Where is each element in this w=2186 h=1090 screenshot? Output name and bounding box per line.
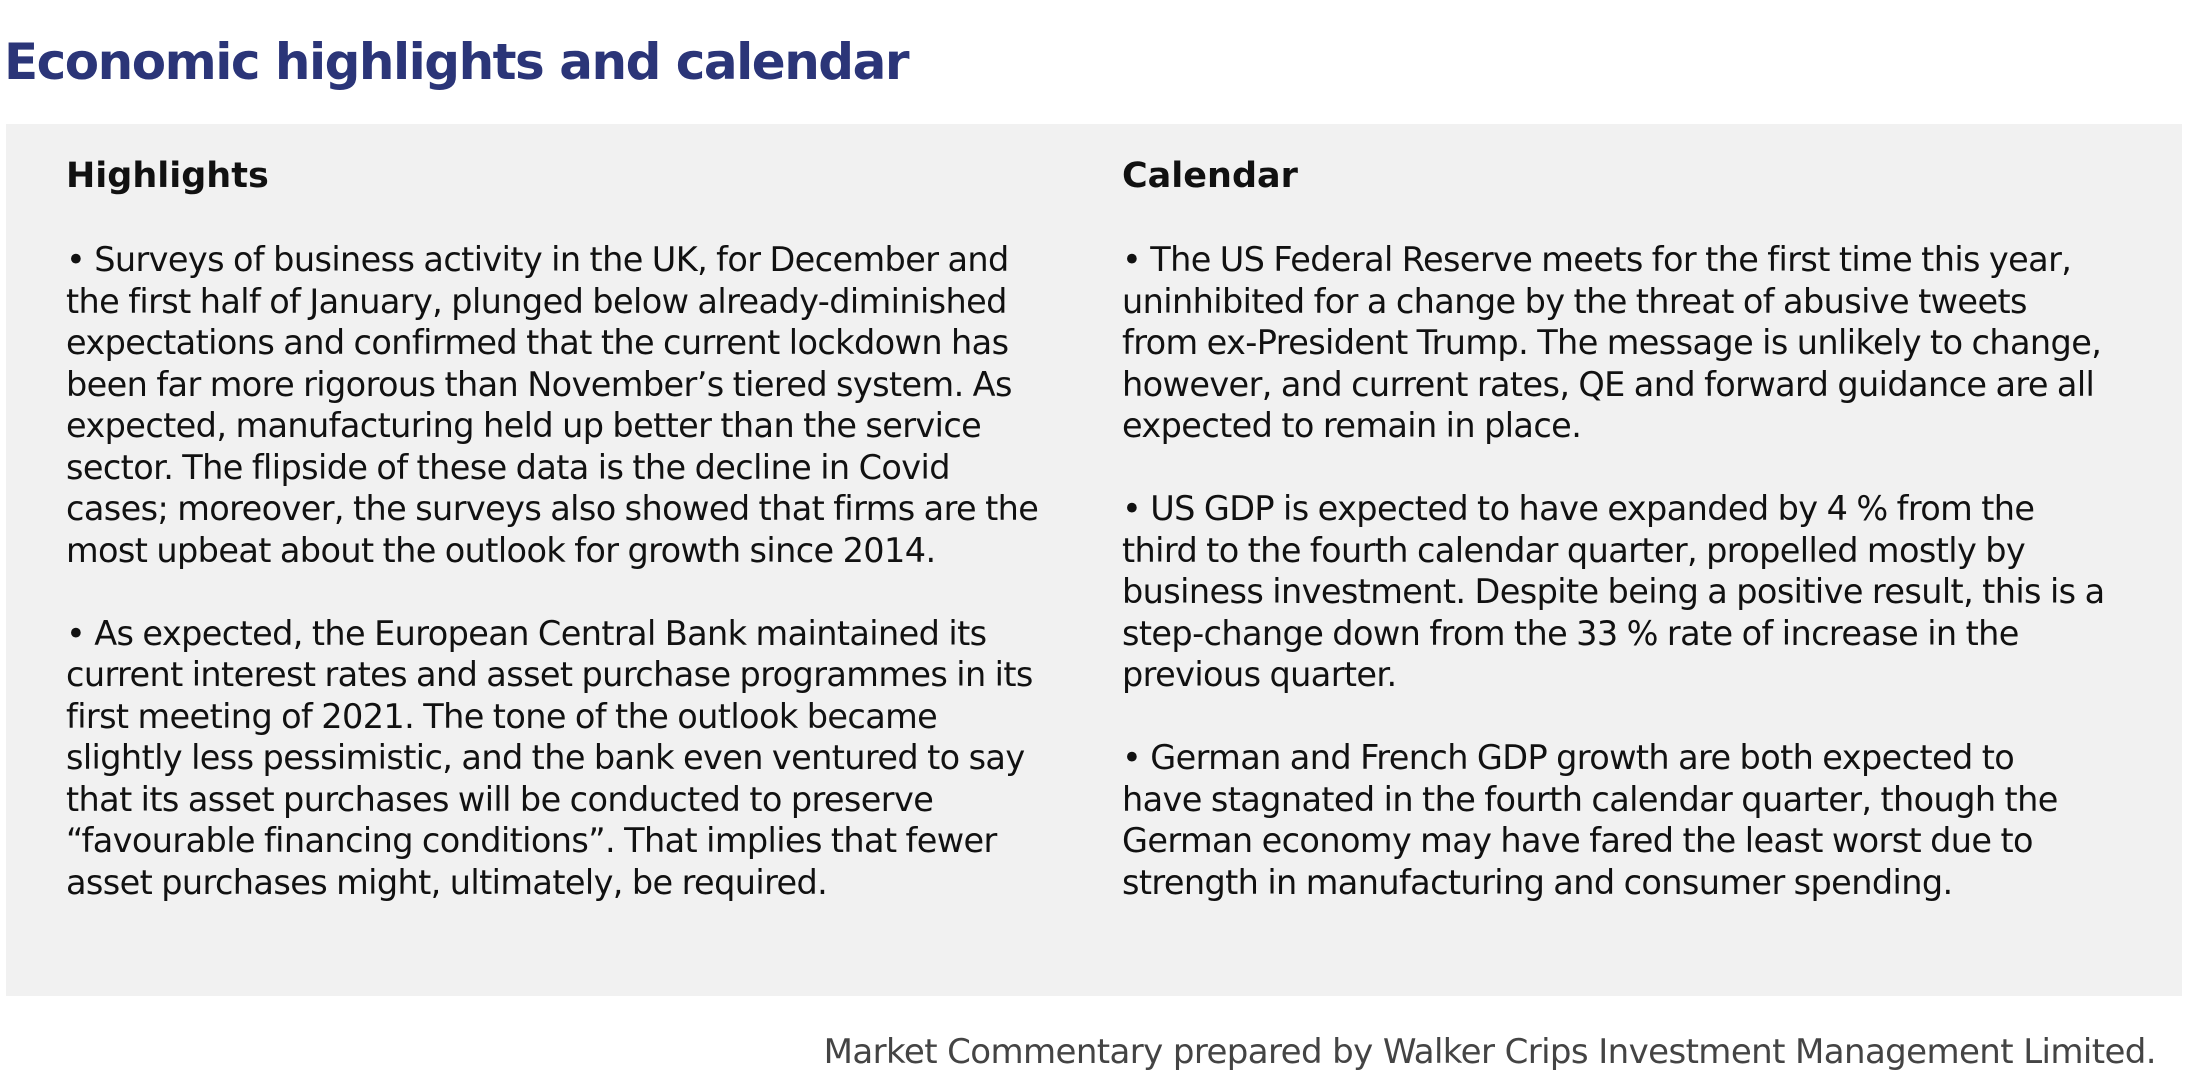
highlight-line: sector. The flipside of these data is the decline in Covid (66, 447, 950, 487)
calendar-line: German economy may have fared the least worst due to (1122, 821, 2033, 860)
highlights-heading: Highlights (66, 156, 269, 196)
highlights-list (66, 239, 1066, 945)
highlight-item (66, 613, 1066, 904)
calendar-heading: Calendar (1122, 156, 1298, 196)
calendar-list (1122, 239, 2162, 945)
calendar-line: strength in manufacturing and consumer spending. (1122, 862, 1953, 902)
footer-credit: Market Commentary prepared by Walker Crips Investment Management Limited. (823, 1032, 2156, 1072)
calendar-line: previous quarter. (1122, 655, 1397, 694)
calendar-line: expected to remain in place. (1122, 406, 1582, 445)
highlight-line: expectations and confirmed that the current lockdown has (66, 323, 1009, 362)
calendar-item (1122, 239, 2162, 447)
calendar-item (1122, 737, 2162, 903)
highlight-line: first meeting of 2021. The tone of the outlook became (66, 696, 938, 736)
calendar-line: • The US Federal Reserve meets for the first time this year, (1122, 240, 2072, 279)
calendar-line: have stagnated in the fourth calendar quarter, though the (1122, 779, 2058, 819)
highlight-line: • As expected, the European Central Bank maintained its (66, 613, 987, 653)
calendar-line: however, and current rates, QE and forward guidance are all (1122, 364, 2095, 404)
highlight-line: slightly less pessimistic, and the bank even ventured to say (66, 738, 1025, 777)
calendar-line: from ex-President Trump. The message is unlikely to change, (1122, 323, 2102, 362)
highlight-line: current interest rates and asset purchase programmes in its (66, 655, 1033, 694)
calendar-line: • German and French GDP growth are both expected to (1122, 738, 2015, 777)
highlight-line: “favourable financing conditions”. That implies that fewer (66, 821, 997, 860)
highlight-line: been far more rigorous than November’s tiered system. As (66, 364, 1012, 404)
highlight-line: the first half of January, plunged below already-diminished (66, 281, 1007, 321)
calendar-line: uninhibited for a change by the threat of abusive tweets (1122, 281, 2027, 321)
highlight-line: cases; moreover, the surveys also showed that firms are the (66, 489, 1039, 528)
highlight-line: that its asset purchases will be conducted to preserve (66, 779, 934, 819)
calendar-line: third to the fourth calendar quarter, propelled mostly by (1122, 530, 2026, 570)
highlight-item (66, 239, 1066, 571)
calendar-line: • US GDP is expected to have expanded by 4 % from the (1122, 489, 2035, 528)
highlight-line: most upbeat about the outlook for growth since 2014. (66, 530, 936, 570)
content-panel (6, 124, 2182, 996)
page-title: Economic highlights and calendar (4, 33, 908, 91)
highlight-line: asset purchases might, ultimately, be required. (66, 862, 828, 902)
highlight-line: expected, manufacturing held up better than the service (66, 406, 982, 445)
highlight-line: • Surveys of business activity in the UK, for December and (66, 240, 1009, 279)
calendar-line: step-change down from the 33 % rate of increase in the (1122, 613, 2019, 653)
calendar-item (1122, 488, 2162, 696)
calendar-line: business investment. Despite being a positive result, this is a (1122, 572, 2105, 611)
